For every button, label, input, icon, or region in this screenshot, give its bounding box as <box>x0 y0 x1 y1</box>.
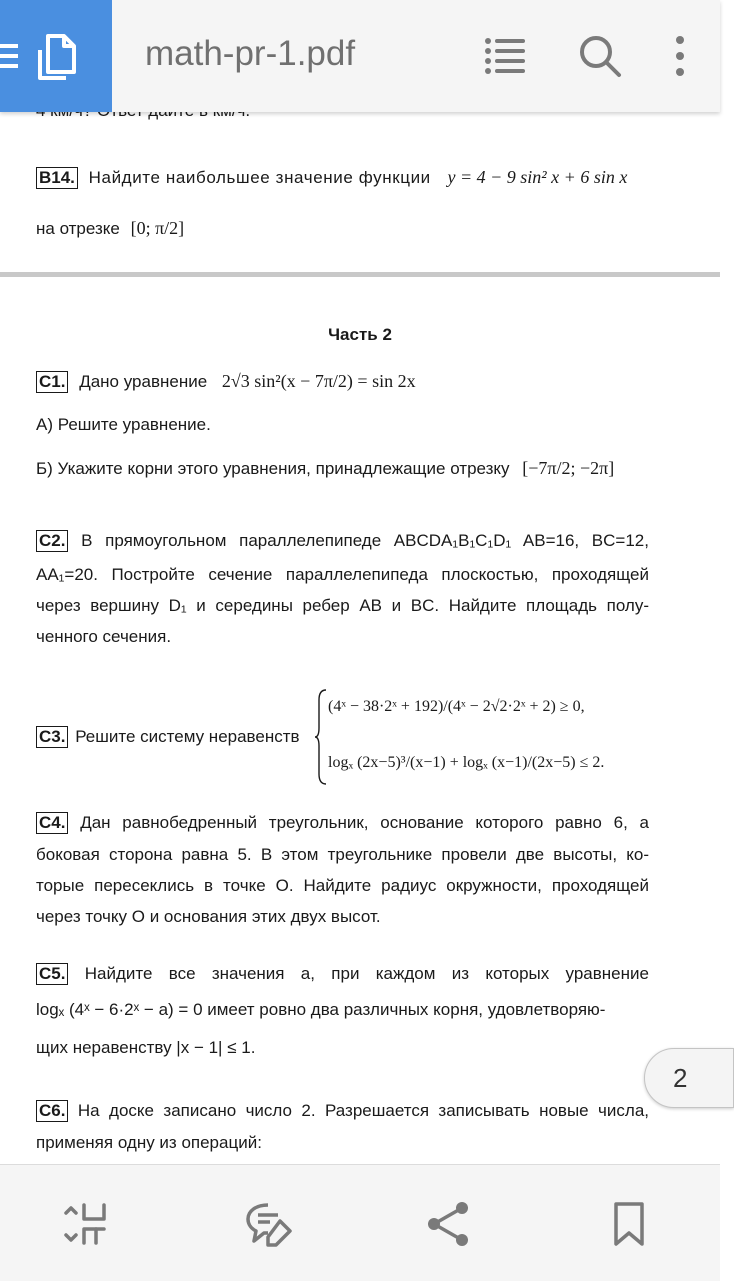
task-c1 <box>36 358 416 404</box>
c4-line: через точку O и основания этих двух высот. <box>36 907 381 926</box>
nav-drawer-button[interactable] <box>0 0 112 112</box>
c2-line: ченного сечения. <box>36 627 172 646</box>
bookmark-icon[interactable] <box>604 1199 654 1249</box>
task-text: на отрезке <box>36 219 120 238</box>
b14-formula: y = 4 − 9 sin² x + 6 sin x <box>447 167 628 187</box>
task-text: Дан равнобедренный треугольник, основание которого равно 6, а <box>80 813 649 832</box>
page-separator <box>0 272 720 277</box>
annotate-icon[interactable] <box>244 1199 294 1249</box>
share-icon[interactable] <box>424 1199 474 1249</box>
task-label: C5. <box>36 963 68 985</box>
task-label: B14. <box>36 167 78 189</box>
c5-line <box>36 963 649 999</box>
c1-part-b <box>36 448 614 488</box>
task-c3 <box>36 726 300 748</box>
page-number-indicator[interactable]: 2 <box>644 1048 734 1108</box>
c3-inequality-1: (4ˣ − 38·2ˣ + 192)/(4ˣ − 2√2·2ˣ + 2) ≥ 0, <box>328 698 585 715</box>
task-label: C6. <box>36 1100 68 1122</box>
more-vert-icon[interactable] <box>656 32 704 80</box>
top-toolbar <box>0 0 720 112</box>
c2-line: AA₁=20. Постройте сечение параллелепипеда плоскостью, проходящей <box>36 565 649 584</box>
task-c5 <box>36 963 649 1068</box>
menu-icon <box>0 0 112 112</box>
system-brace <box>314 688 328 786</box>
document-icon <box>40 36 74 78</box>
task-label: C2. <box>36 530 68 552</box>
c5-line: щих неравенству |x − 1| ≤ 1. <box>36 1038 256 1057</box>
c6-line: применяя одну из операций: <box>36 1133 262 1152</box>
c1-segment: [−7π/2; −2π] <box>522 458 615 478</box>
c4-line: торые пересеклись в точке O. Найдите радиус окружности, проходящей <box>36 876 649 895</box>
search-icon[interactable] <box>576 32 624 80</box>
c3-inequality-2: logₓ (2x−5)³/(x−1) + logₓ (x−1)/(2x−5) ≤ 2. <box>328 754 605 771</box>
task-text: В прямоугольном параллелепипеде ABCDA₁B₁C₁D₁ AB=16, BC=12, <box>81 531 649 550</box>
c6-line <box>36 1100 649 1132</box>
task-text: На доске записано число 2. Разрешается записывать новые числа, <box>77 1101 649 1120</box>
c4-line: боковая сторона равна 5. В этом треугольнике провели две высоты, ко- <box>36 845 649 864</box>
b14-segment: [0; π/2] <box>130 218 185 238</box>
task-c6 <box>36 1100 649 1163</box>
task-text: Найдите все значения a, при каждом из которых уравнение <box>84 964 649 983</box>
document-title: math-pr-1.pdf <box>145 34 356 73</box>
task-label: C3. <box>36 726 68 748</box>
task-label: C1. <box>36 371 68 393</box>
task-text: Дано уравнение <box>79 372 208 391</box>
c2-line <box>36 530 649 564</box>
c4-line <box>36 812 649 844</box>
task-c4 <box>36 812 649 937</box>
c1-formula: 2√3 sin²(x − 7π/2) = sin 2x <box>221 371 416 391</box>
c2-line: через вершину D₁ и середины ребер AB и BC. Найдите площадь полу- <box>36 596 649 615</box>
task-c2 <box>36 530 649 657</box>
task-b14-segment <box>36 208 184 248</box>
list-icon[interactable] <box>482 32 530 80</box>
c5-line: logₓ (4ˣ − 6·2ˣ − a) = 0 имеет ровно два различных корня, удовлетворяю- <box>36 1000 606 1019</box>
pdf-viewport[interactable] <box>0 112 720 1164</box>
part-title: Часть 2 <box>328 325 392 344</box>
task-text: Решите систему неравенств <box>75 727 300 746</box>
bottom-toolbar <box>0 1164 720 1281</box>
task-label: C4. <box>36 812 68 834</box>
task-b14 <box>36 166 627 189</box>
reflow-icon[interactable] <box>62 1199 112 1249</box>
c1-part-a: А) Решите уравнение. <box>36 415 211 434</box>
task-text: Б) Укажите корни этого уравнения, принадлежащие отрезку <box>36 459 510 478</box>
task-text: Найдите наибольшее значение функции <box>88 168 431 187</box>
